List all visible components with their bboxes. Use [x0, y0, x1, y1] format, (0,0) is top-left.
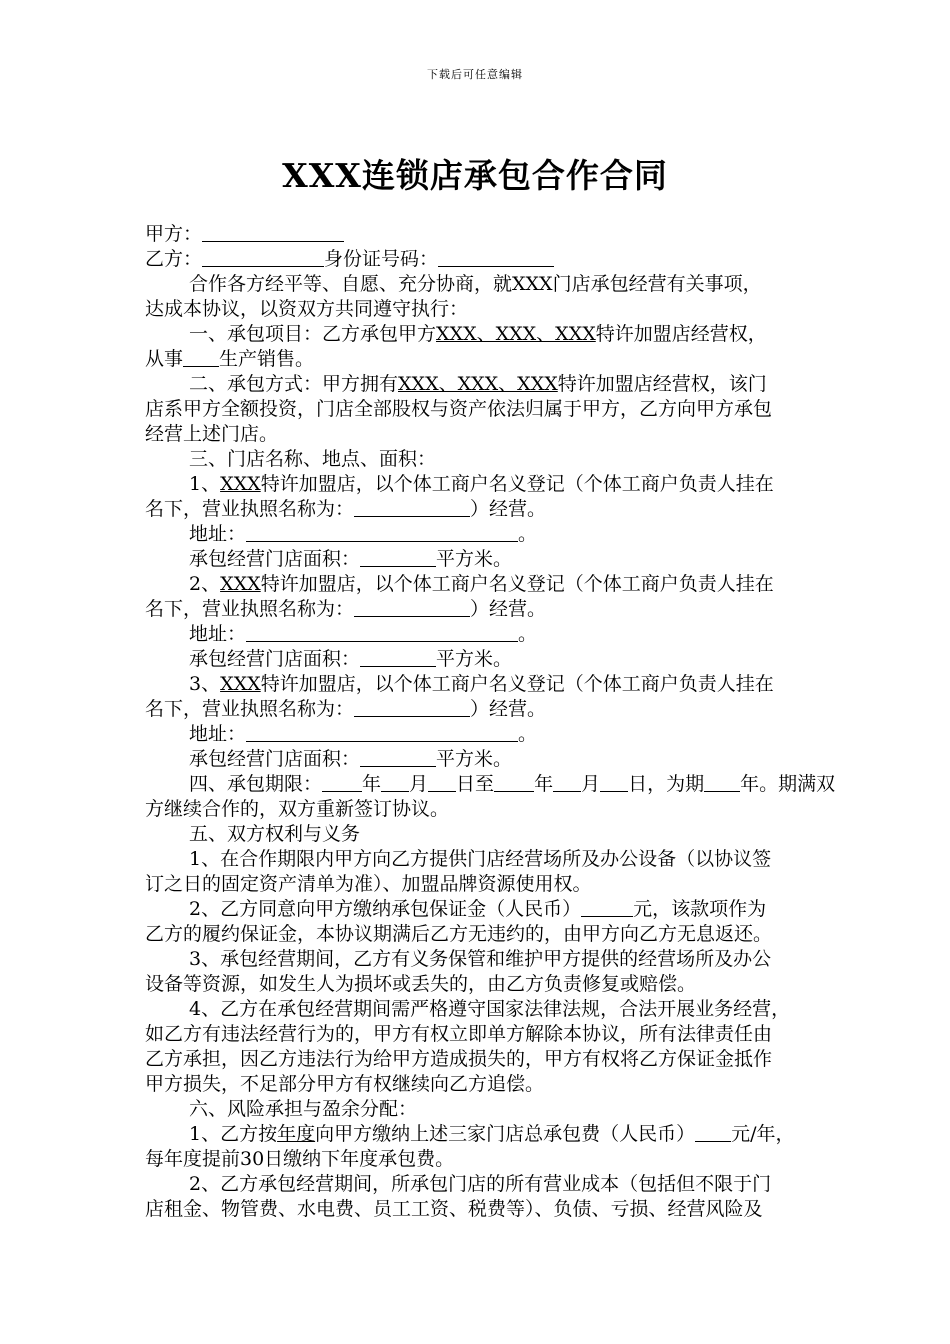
area-blank [360, 647, 436, 667]
store-2-address: 地址： 。 [189, 623, 538, 645]
party-a-line: 甲方： [145, 222, 885, 247]
clause-5: 五、双方权利与义务 [189, 823, 361, 845]
deposit-blank [581, 897, 633, 917]
clause-5-1-cont: 订之日的固定资产清单为准）、加盟品牌资源使用权。 [145, 873, 592, 895]
clause-6-1: 1、乙方按年度向甲方缴纳上述三家门店总承包费（人民币） 元/年， [189, 1123, 795, 1145]
clause-5-3-cont: 设备等资源，如发生人为损坏或丢失的，由乙方负责修复或赔偿。 [145, 973, 697, 995]
clause-2-cont: 经营上述门店。 [145, 423, 279, 445]
end-month-blank [553, 772, 581, 792]
clause-6: 六、风险承担与盈余分配： [189, 1098, 418, 1120]
license-name-blank [354, 697, 470, 717]
clause-5-2-cont: 乙方的履约保证金，本协议期满后乙方无违约的，由甲方向乙方无息返还。 [145, 923, 773, 945]
start-day-blank [428, 772, 456, 792]
clause-4-cont: 方继续合作的，双方重新签订协议。 [145, 798, 450, 820]
clause-5-4-cont: 如乙方有违法经营行为的，甲方有权立即单方解除本协议，所有法律责任由 [145, 1023, 773, 1045]
document-title: XXX连锁店承包合作合同 [282, 156, 668, 195]
store-2-line: 2、XXX特许加盟店，以个体工商户名义登记（个体工商户负责人挂在 [189, 573, 774, 595]
store-2-license: 名下，营业执照名称为： ）经营。 [145, 598, 547, 620]
clause-6-2-cont: 店租金、物管费、水电费、员工工资、税费等）、负债、亏损、经营风险及 [145, 1198, 763, 1220]
clause-5-1: 1、在合作期限内甲方向乙方提供门店经营场所及办公设备（以协议签 [189, 848, 772, 870]
license-name-blank [354, 597, 470, 617]
page-header: 下载后可任意编辑 [427, 68, 523, 81]
clause-6-1-cont: 每年度提前30日缴纳下年度承包费。 [145, 1148, 455, 1170]
area-blank [360, 547, 436, 567]
end-year-blank [494, 772, 534, 792]
clause-5-4: 4、乙方在承包经营期间需严格遵守国家法律法规，合法开展业务经营， [189, 998, 791, 1020]
id-number-blank [438, 247, 554, 267]
clause-5-3: 3、承包经营期间，乙方有义务保管和维护甲方提供的经营场所及办公 [189, 948, 772, 970]
store-2-area: 承包经营门店面积： 平方米。 [189, 648, 513, 670]
area-blank [360, 747, 436, 767]
fee-blank [695, 1122, 731, 1142]
license-name-blank [354, 497, 470, 517]
clause-5-2: 2、乙方同意向甲方缴纳承包保证金（人民币） 元，该款项作为 [189, 898, 767, 920]
address-blank [246, 522, 518, 542]
store-3-address: 地址： 。 [189, 723, 538, 745]
clause-2-cont: 店系甲方全额投资，门店全部股权与资产依法归属于甲方，乙方向甲方承包 [145, 398, 773, 420]
store-1-area: 承包经营门店面积： 平方米。 [189, 548, 513, 570]
address-blank [246, 622, 518, 642]
store-1-address: 地址： 。 [189, 523, 538, 545]
intro-line: 合作各方经平等、自愿、充分协商，就XXX门店承包经营有关事项， [189, 273, 762, 295]
clause-1: 一、承包项目：乙方承包甲方XXX、XXX、XXX特许加盟店经营权， [189, 323, 767, 345]
contract-body [145, 222, 885, 1222]
clause-5-4-cont: 甲方损失，不足部分甲方有权继续向乙方追偿。 [145, 1073, 545, 1095]
store-3-line: 3、XXX特许加盟店，以个体工商户名义登记（个体工商户负责人挂在 [189, 673, 774, 695]
start-month-blank [381, 772, 409, 792]
store-3-license: 名下，营业执照名称为： ）经营。 [145, 698, 547, 720]
business-blank [183, 347, 219, 367]
store-1-license: 名下，营业执照名称为： ）经营。 [145, 498, 547, 520]
start-year-blank [322, 772, 362, 792]
party-b-blank [202, 247, 324, 267]
clause-2: 二、承包方式：甲方拥有XXX、XXX、XXX特许加盟店经营权，该门 [189, 373, 767, 395]
clause-5-4-cont: 乙方承担，因乙方违法行为给甲方造成损失的，甲方有权将乙方保证金抵作 [145, 1048, 773, 1070]
term-blank [704, 772, 740, 792]
store-1-line: 1、XXX特许加盟店，以个体工商户名义登记（个体工商户负责人挂在 [189, 473, 774, 495]
clause-6-2: 2、乙方承包经营期间，所承包门店的所有营业成本（包括但不限于门 [189, 1173, 772, 1195]
party-a-blank [202, 222, 344, 242]
brand-names: XXX、XXX、XXX [436, 323, 596, 345]
end-day-blank [600, 772, 628, 792]
party-b-line: 乙方： 身份证号码： [145, 247, 885, 272]
clause-1-cont: 从事 生产销售。 [145, 348, 315, 370]
clause-4: 四、承包期限： 年 月 日至 年 月 日，为期 年。期满双 [189, 773, 836, 795]
clause-3: 三、门店名称、地点、面积： [189, 448, 437, 470]
brand-names: XXX、XXX、XXX [398, 373, 558, 395]
intro-line: 达成本协议，以资双方共同遵守执行： [145, 298, 469, 320]
address-blank [246, 722, 518, 742]
store-3-area: 承包经营门店面积： 平方米。 [189, 748, 513, 770]
